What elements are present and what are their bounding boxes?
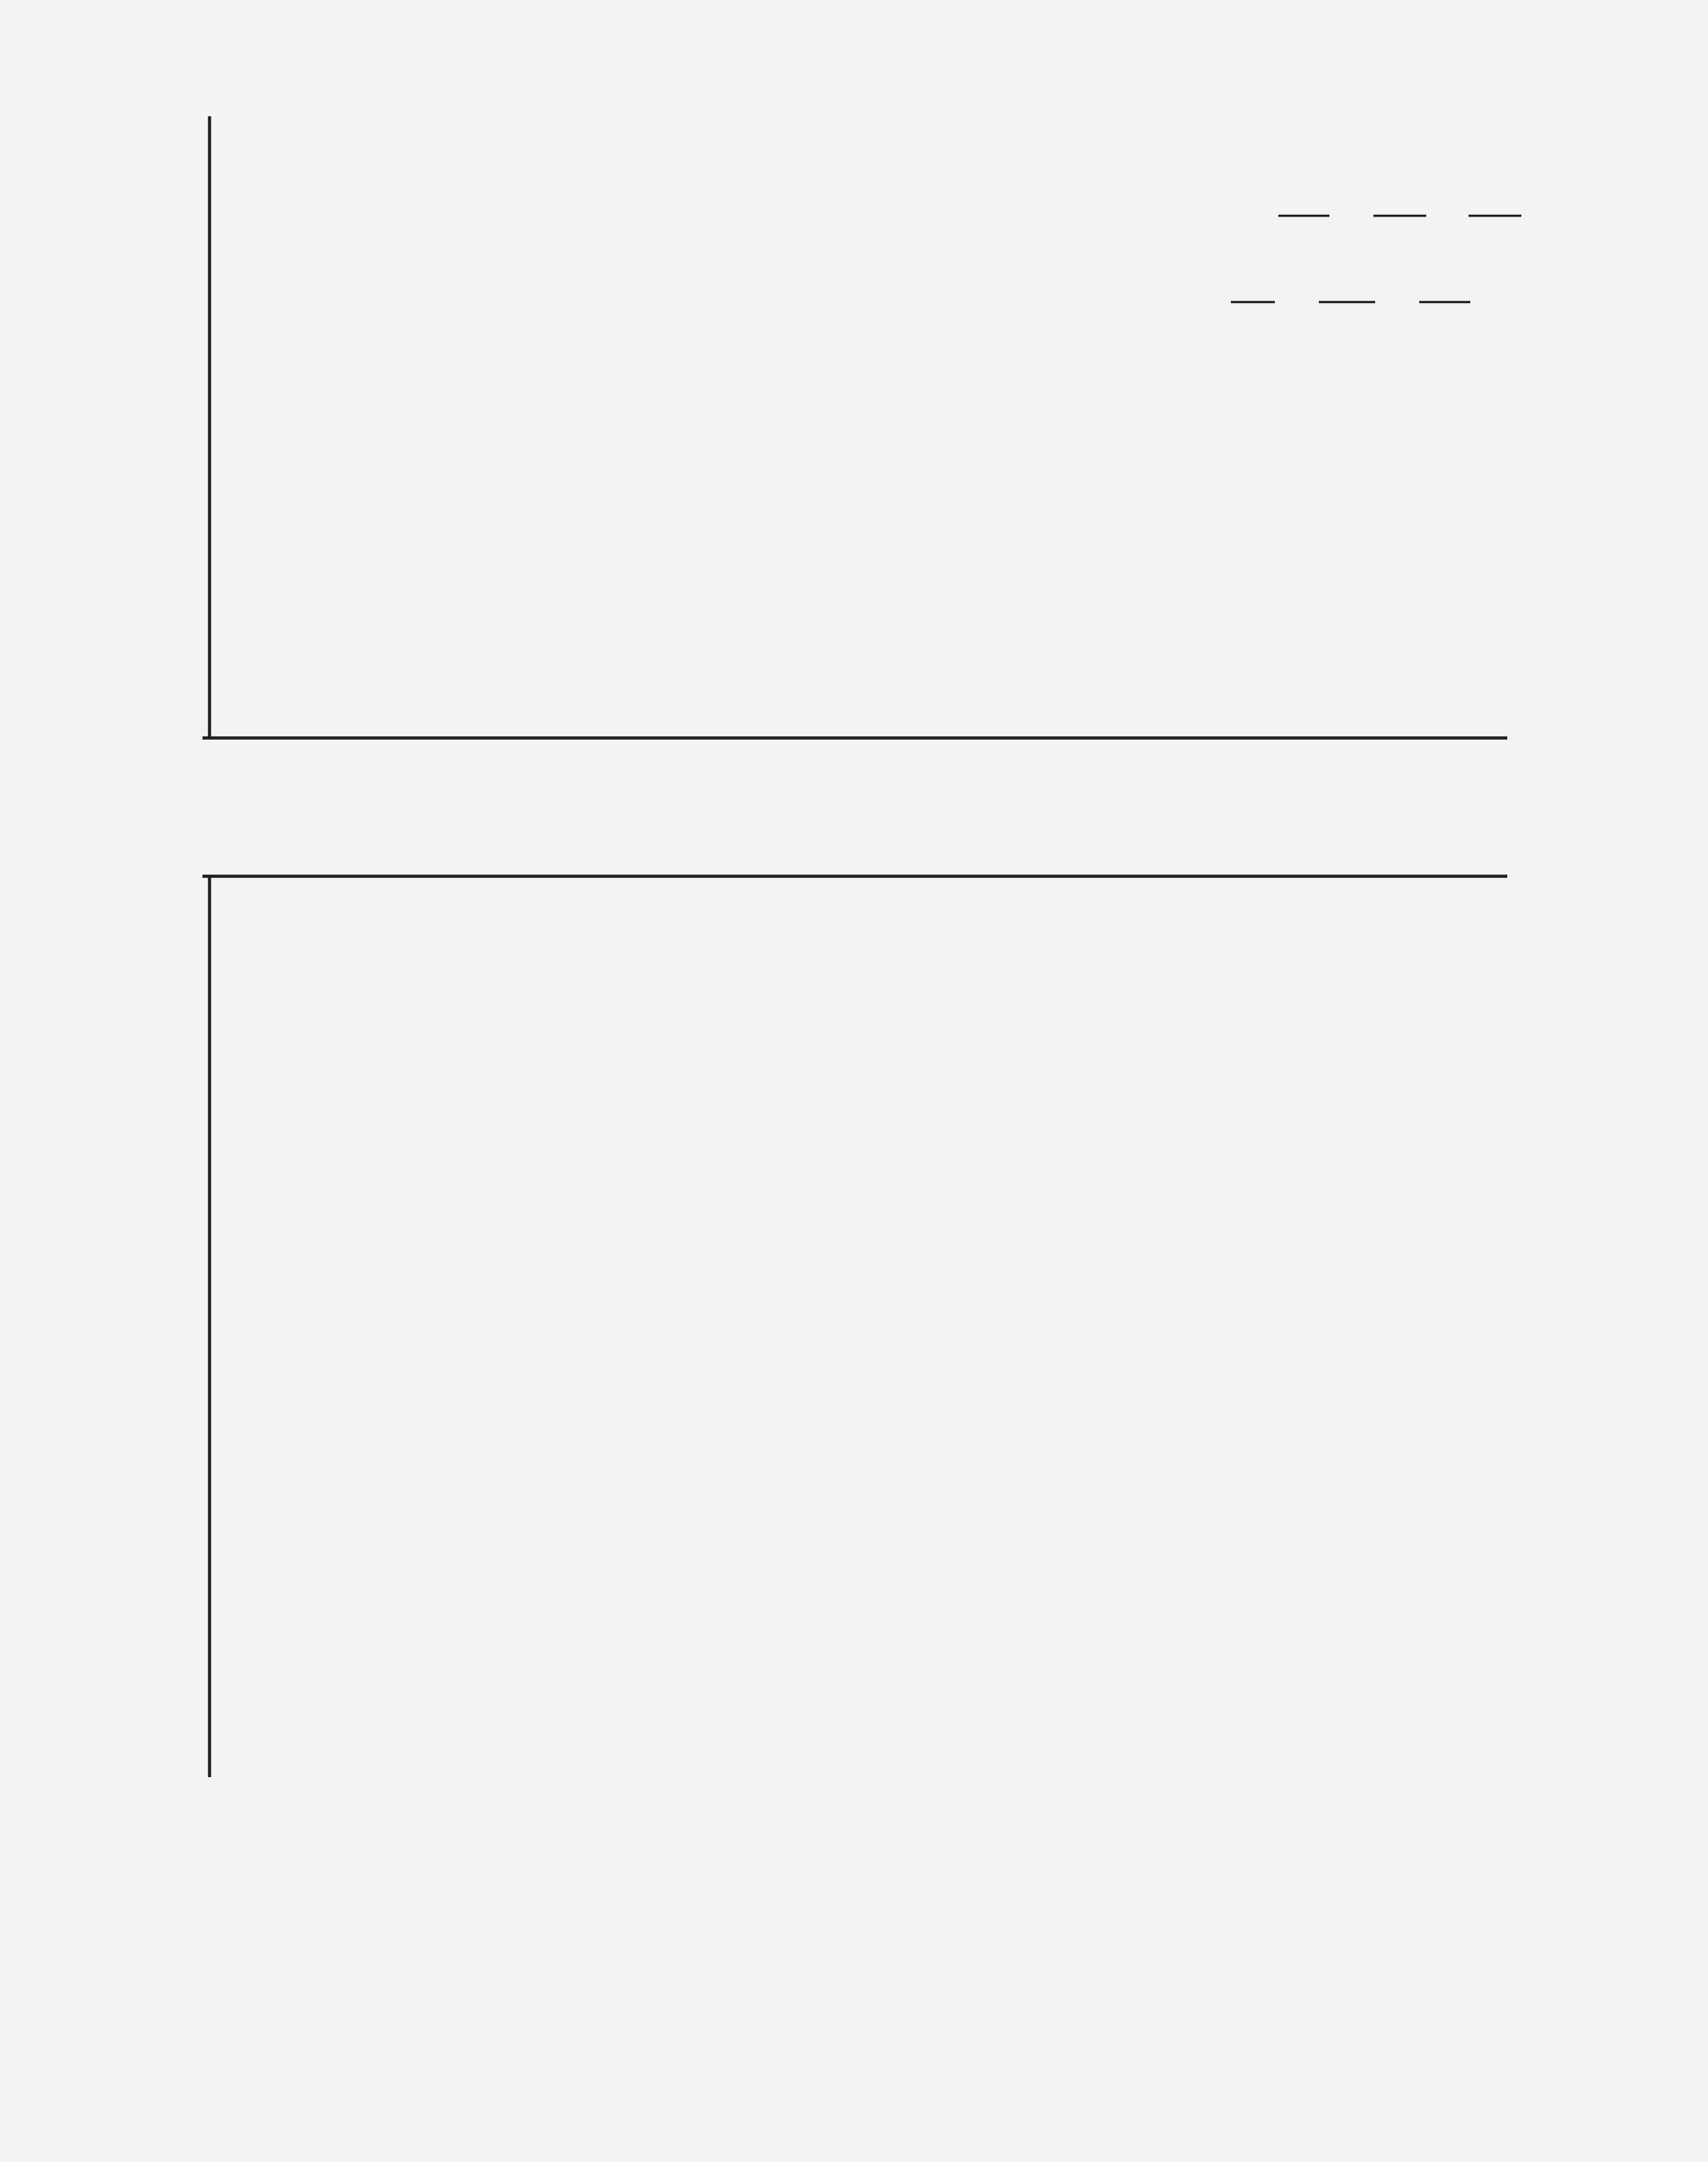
bottom-chart [202,876,1507,1777]
top-chart [202,116,1507,738]
ceq-formula [1231,216,1521,302]
